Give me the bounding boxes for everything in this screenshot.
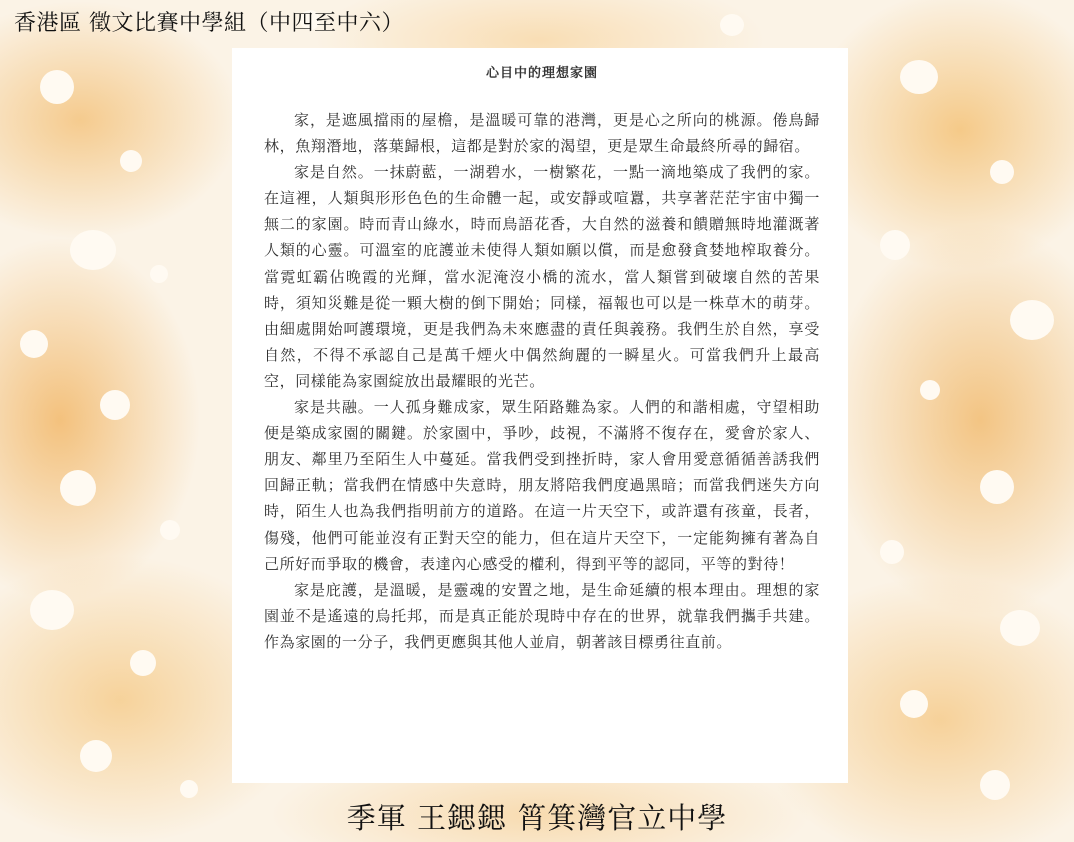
paint-spot bbox=[80, 740, 112, 772]
essay-paragraph: 家，是遮風擋雨的屋檐，是溫暖可靠的港灣，更是心之所向的桃源。倦鳥歸林，魚翔潛地，落葉歸根，這都是對於家的渴望，更是眾生命最終所尋的歸宿。 bbox=[264, 111, 820, 156]
paint-spot bbox=[880, 540, 904, 564]
paint-spot bbox=[160, 520, 180, 540]
paint-spot bbox=[900, 60, 938, 94]
paint-spot bbox=[150, 265, 168, 283]
essay-paragraph: 家是庇護，是溫暖，是靈魂的安置之地，是生命延續的根本理由。理想的家園並不是遙遠的烏托邦，而是真正能於現時中存在的世界，就靠我們攜手共建。作為家園的一分子，我們更應與其他人並肩，朝著該目標勇往直前。 bbox=[264, 580, 820, 651]
essay-title: 心目中的理想家園 bbox=[485, 66, 598, 81]
essay-paragraph: 家是共融。一人孤身難成家，眾生陌路難為家。人們的和諧相處，守望相助便是築成家園的關鍵。於家園中，爭吵，歧視，不滿將不復存在，愛會於家人、朋友、鄰里乃至陌生人中蔓延。當我們受到挫折時，家人會用愛意循循善誘我們回歸正軌；當我們在情感中失意時，朋友將陪我們度過黑暗；而當我們迷失方向時，陌生人也為我們指明前方的道路。在這一片天空下，或許還有孩童，長者，傷殘，他們可能並沒有正對天空的能力，但在這片天空下，一定能夠擁有著為自己所好而爭取的機會，表達內心感受的權利，得到平等的認同，平等的對待！ bbox=[264, 398, 820, 573]
paint-spot bbox=[70, 230, 116, 270]
paint-spot bbox=[130, 650, 156, 676]
page-title: 香港區 徵文比賽中學組（中四至中六） bbox=[14, 11, 404, 36]
essay-document bbox=[232, 48, 848, 783]
paint-spot bbox=[100, 390, 130, 420]
paint-spot bbox=[120, 150, 142, 172]
paint-spot bbox=[920, 380, 940, 400]
paint-spot bbox=[1010, 300, 1054, 340]
paint-spot bbox=[60, 470, 96, 506]
paint-spot bbox=[20, 330, 48, 358]
paint-spot bbox=[880, 230, 910, 260]
paint-spot bbox=[40, 70, 74, 104]
paint-spot bbox=[30, 590, 74, 630]
paint-spot bbox=[720, 14, 744, 36]
paint-spot bbox=[900, 690, 928, 718]
essay-paragraph: 家是自然。一抹蔚藍，一湖碧水，一樹繁花，一點一滴地築成了我們的家。在這裡，人類與形形色色的生命體一起，或安靜或喧囂，共享著茫茫宇宙中獨一無二的家園。時而青山綠水，時而鳥語花香，大自然的滋養和饋贈無時地灌溉著人類的心靈。可溫室的庇護並未使得人類如願以償，而是愈發貪婪地榨取養分。當霓虹霸佔晚霞的光輝，當水泥淹沒小橋的流水，當人類嘗到破壞自然的苦果時，須知災難是從一顆大樹的倒下開始；同樣，福報也可以是一株草木的萌芽。由細處開始呵護環境，更是我們為未來應盡的責任與義務。我們生於自然，享受自然，不得不承認自己是萬千煙火中偶然絢麗的一瞬星火。可當我們升上最高空，同樣能為家園綻放出最耀眼的光芒。 bbox=[264, 163, 820, 390]
award-caption: 季軍 王鍶鍶 筲箕灣官立中學 bbox=[346, 801, 728, 835]
paint-spot bbox=[1000, 610, 1040, 646]
paint-spot bbox=[980, 470, 1014, 504]
paint-spot bbox=[990, 160, 1014, 184]
